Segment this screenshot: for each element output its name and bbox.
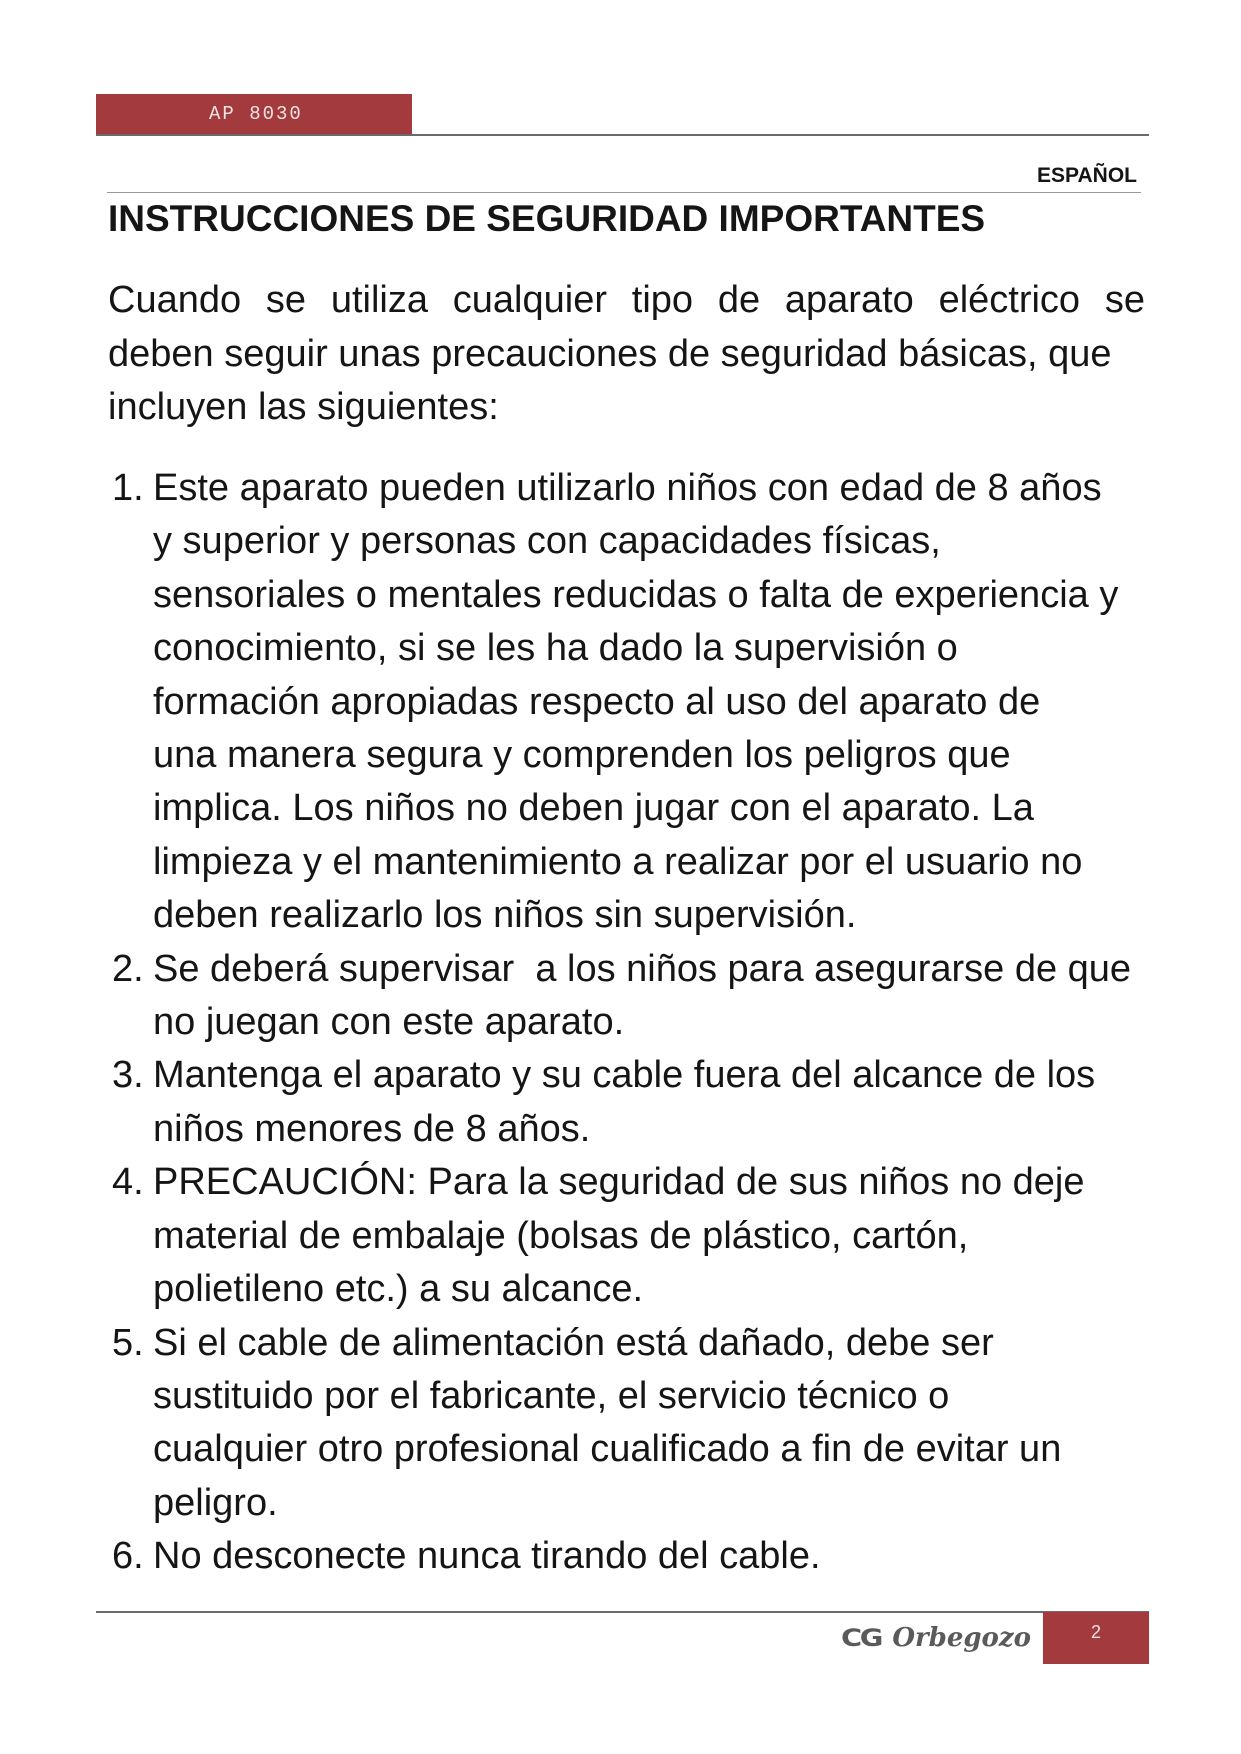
list-item-line: y superior y personas con capacidades físicas, [153,520,941,563]
list-item [0,1530,1241,1583]
safety-instructions-list [0,462,1241,1584]
list-item-text [153,1530,1241,1583]
list-item-line: sustituido por el fabricante, el servicio técnico o [153,1374,950,1417]
list-item [0,462,1241,943]
list-item-line: limpieza y el mantenimiento a realizar por el usuario no [153,840,1083,883]
footer-divider [96,1611,1149,1613]
list-item-line: peligro. [153,1481,278,1524]
list-item-line: formación apropiadas respecto al uso del aparato de [153,680,1041,723]
list-item-text [153,1049,1241,1156]
header-divider [96,134,1149,136]
intro-paragraph [108,274,1145,435]
list-item [0,1317,1241,1531]
list-item-line: Mantenga el aparato y su cable fuera del alcance de los [153,1054,1096,1097]
page-number-band [1043,1612,1149,1664]
brand-name: Orbegozo [892,1623,1032,1653]
list-item-number: 2. [112,947,144,990]
list-item-line: material de embalaje (bolsas de plástico, cartón, [153,1214,969,1257]
intro-line: incluyen las siguientes: [108,386,499,428]
list-item-line: niños menores de 8 años. [153,1107,591,1150]
page-title: INSTRUCCIONES DE SEGURIDAD IMPORTANTES [108,198,986,239]
brand-logo [841,1622,1031,1654]
list-item-line: no juegan con este aparato. [153,1001,625,1044]
list-item-line: No desconecte nunca tirando del cable. [153,1535,821,1578]
list-item-line: PRECAUCIÓN: Para la seguridad de sus niños no deje [153,1161,1085,1204]
list-item-number: 6. [112,1535,144,1578]
list-item-line: conocimiento, si se les ha dado la supervisión o [153,627,958,670]
list-item-text [153,1317,1241,1531]
list-item-number: 1. [112,467,144,509]
list-item-number: 4. [112,1161,144,1204]
list-item-line: Si el cable de alimentación está dañado, debe ser [153,1321,994,1364]
page-number: 2 [1090,1622,1101,1642]
list-item [0,1049,1241,1156]
list-item-line: Se deberá supervisar a los niños para asegurarse de que [153,947,1132,990]
list-item-line: Este aparato pueden utilizarlo niños con edad de 8 años [153,467,1102,509]
list-item-line: implica. Los niños no deben jugar con el aparato. La [153,787,1034,830]
language-label: ESPAÑOL [1037,164,1137,187]
list-item [0,1156,1241,1316]
list-item-text [153,1156,1241,1316]
list-item [0,943,1241,1050]
list-item-text [153,943,1241,1050]
model-code: AP 8030 [209,103,303,125]
language-divider [107,192,1141,193]
list-item-line: una manera segura y comprenden los peligros que [153,734,1011,777]
intro-line: Cuando se utiliza cualquier tipo de aparato eléctrico se [108,279,1145,321]
list-item-number: 5. [112,1321,144,1364]
list-item-line: deben realizarlo los niños sin supervisión. [153,894,857,937]
intro-line: deben seguir unas precauciones de seguridad básicas, que [108,332,1112,375]
list-item-line: sensoriales o mentales reducidas o falta de experiencia y [153,573,1119,616]
model-header-band [96,94,412,135]
list-item-number: 3. [112,1054,144,1097]
list-item-text [153,462,1241,943]
brand-mark-icon: CG [841,1624,881,1652]
list-item-line: polietileno etc.) a su alcance. [153,1268,644,1311]
list-item-line: cualquier otro profesional cualificado a fin de evitar un [153,1428,1062,1471]
